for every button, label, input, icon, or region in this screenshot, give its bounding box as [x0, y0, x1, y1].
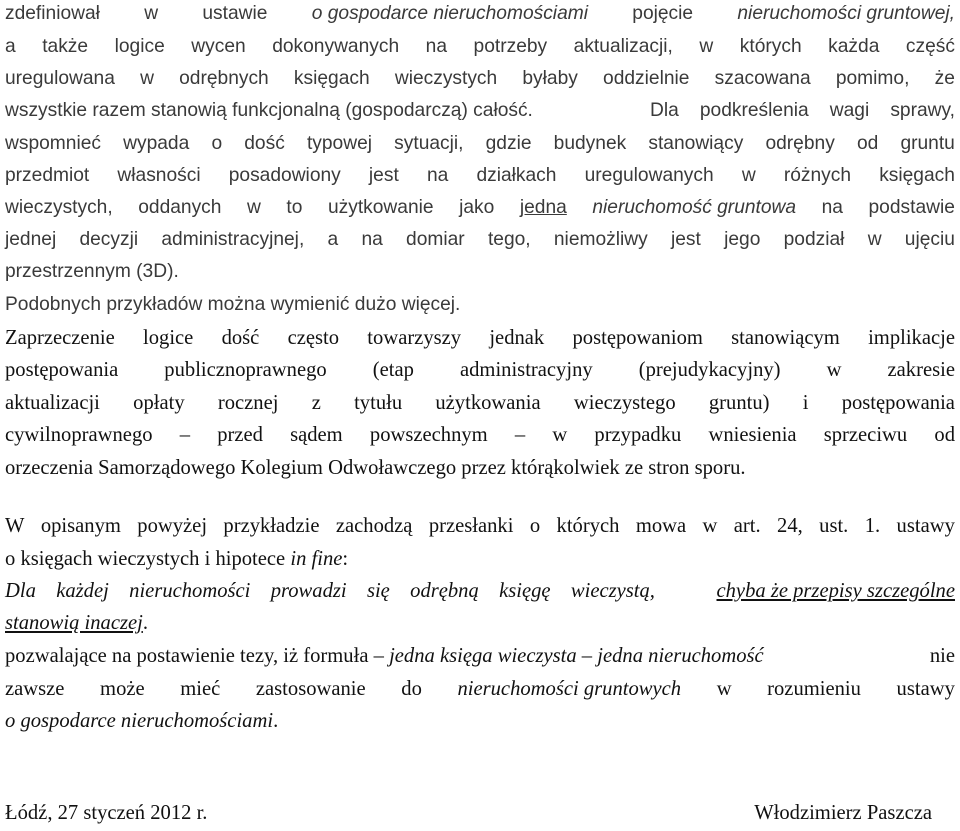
- word: wypada: [123, 133, 190, 154]
- word: o: [529, 515, 541, 537]
- word: powszechnym: [369, 424, 488, 446]
- text-line: [5, 425, 955, 446]
- word: W: [5, 515, 25, 537]
- word: o: [211, 133, 223, 154]
- word: postępowania: [841, 392, 955, 414]
- word: gruntu: [900, 133, 955, 154]
- word: stanowiący: [648, 133, 744, 154]
- word: w: [741, 165, 756, 186]
- word: to: [286, 197, 303, 218]
- word: administracyjny: [459, 359, 593, 381]
- word: stanowiącym: [731, 327, 840, 349]
- text-line: [5, 393, 955, 414]
- word: rocznej: [217, 392, 279, 414]
- word: podkreślenia: [699, 100, 809, 121]
- text-run: chyba że przepisy szczególne: [716, 580, 955, 602]
- word: jednej: [5, 229, 57, 250]
- word: na: [361, 229, 383, 250]
- word: a: [327, 229, 339, 250]
- word: opłaty: [133, 392, 185, 414]
- word: postępowaniom: [572, 327, 703, 349]
- word: których: [556, 515, 620, 537]
- text-line: [5, 549, 955, 570]
- word: w: [702, 515, 718, 537]
- word: wieczystych: [394, 68, 498, 89]
- text-line: [5, 679, 955, 700]
- word: tego,: [487, 229, 531, 250]
- text-line: [5, 230, 955, 249]
- word: w: [867, 229, 882, 250]
- place-date: Łódź, 27 styczeń 2012 r.: [5, 802, 208, 824]
- word: byłaby: [522, 68, 578, 89]
- word: budynek: [553, 133, 627, 154]
- text-line: przestrzennym (3D).: [5, 261, 179, 282]
- word: uregulowana: [5, 68, 115, 89]
- word: typowej: [306, 133, 373, 154]
- word: zastosowanie: [255, 678, 366, 700]
- text-line: [5, 360, 955, 381]
- word: jako: [459, 197, 495, 218]
- word: się: [366, 580, 390, 602]
- word: jest: [670, 229, 701, 250]
- word: sprawy,: [890, 100, 955, 121]
- word: każdej: [56, 580, 109, 602]
- text-run: [650, 101, 955, 120]
- author-signature: Włodzimierz Paszcza: [754, 802, 932, 824]
- word: podział: [783, 229, 845, 250]
- word: Dla: [650, 100, 679, 121]
- word: Dla: [5, 580, 36, 602]
- text-run: wszystkie razem stanowią funkcjonalną (gospodarczą) całość.: [5, 100, 533, 121]
- word: do: [401, 678, 422, 700]
- text-line: [5, 613, 955, 634]
- word: część: [905, 36, 955, 57]
- word: odrębną: [410, 580, 479, 602]
- word: księgę: [499, 580, 551, 602]
- text-run: nie: [924, 645, 955, 667]
- text-line: [5, 69, 955, 88]
- word: w: [552, 424, 568, 446]
- word: wieczystych,: [5, 197, 113, 218]
- word: pomimo,: [835, 68, 910, 89]
- text-line: orzeczenia Samorządowego Kolegium Odwoławczego przez którąkolwiek ze stron sporu.: [5, 457, 746, 479]
- text-line: [5, 516, 955, 537]
- word: podstawie: [868, 197, 955, 218]
- word: na: [425, 36, 448, 57]
- text-line: [5, 166, 955, 185]
- text-run: .: [142, 612, 149, 634]
- text-run: o gospodarce nieruchomościami: [5, 710, 274, 732]
- word: domiar: [406, 229, 465, 250]
- word: (prejudykacyjny): [638, 359, 781, 381]
- word: z: [311, 392, 321, 414]
- word: wycen: [191, 36, 246, 57]
- italic-term: nieruchomość gruntowa: [592, 197, 797, 218]
- text-line: [5, 328, 955, 349]
- word: oddanych: [138, 197, 222, 218]
- text-line: [5, 711, 955, 732]
- text-run: [5, 581, 655, 602]
- word: własności: [117, 165, 201, 186]
- word: 1.: [864, 515, 881, 537]
- word-underlined: jedna: [519, 197, 567, 218]
- word: zawsze: [5, 678, 65, 700]
- word: ustawy: [896, 678, 955, 700]
- word: implikacje: [868, 327, 955, 349]
- word: gdzie: [485, 133, 532, 154]
- text-line: [5, 581, 955, 602]
- word: ustawie: [202, 3, 268, 24]
- word: sądem: [290, 424, 343, 446]
- word: sytuacji,: [394, 133, 464, 154]
- word: w: [826, 359, 842, 381]
- word: jest: [368, 165, 399, 186]
- word: art.: [733, 515, 761, 537]
- word: jednak: [489, 327, 545, 349]
- word: w: [699, 36, 714, 57]
- word: zdefiniował: [5, 3, 100, 24]
- word: także: [42, 36, 89, 57]
- word: o gospodarce nieruchomościami: [311, 3, 588, 24]
- word: od: [856, 133, 879, 154]
- text-line: [5, 646, 955, 667]
- word: na: [426, 165, 449, 186]
- word: prowadzi: [270, 580, 347, 602]
- word: gruntu): [708, 392, 770, 414]
- word: mieć: [180, 678, 221, 700]
- word: cywilnoprawnego: [5, 424, 153, 446]
- text-run: jedna nieruchomość: [597, 645, 764, 667]
- word: decyzji: [79, 229, 139, 250]
- word: rozumieniu: [767, 678, 861, 700]
- word: zakresie: [887, 359, 955, 381]
- word: wagi: [829, 100, 870, 121]
- text-line: [5, 37, 955, 56]
- word: przykładzie: [223, 515, 320, 537]
- word: szacowana: [714, 68, 811, 89]
- text-run: o księgach wieczystych i hipotece: [5, 548, 291, 570]
- word: odrębnych: [179, 68, 269, 89]
- italic-term: nieruchomości gruntowych: [457, 678, 682, 700]
- word: mowa: [635, 515, 687, 537]
- word: tytułu: [354, 392, 403, 414]
- word: potrzeby: [473, 36, 548, 57]
- text-line: [5, 4, 955, 23]
- text-line: [5, 198, 955, 217]
- text-run: jedna księga wieczysta: [389, 645, 577, 667]
- word: nieruchomości gruntowej,: [737, 3, 955, 24]
- word: 24,: [777, 515, 803, 537]
- word: często: [287, 327, 340, 349]
- word: niemożliwy: [553, 229, 648, 250]
- word: w: [716, 678, 732, 700]
- word: administracyjnej,: [161, 229, 305, 250]
- word: przedmiot: [5, 165, 90, 186]
- word: oddzielnie: [603, 68, 690, 89]
- word: Zaprzeczenie: [5, 327, 115, 349]
- word: każda: [828, 36, 880, 57]
- word: których: [739, 36, 802, 57]
- word: że: [934, 68, 955, 89]
- word: ust.: [819, 515, 849, 537]
- word: działkach: [476, 165, 557, 186]
- word: dość: [244, 133, 285, 154]
- word: publicznoprawnego: [164, 359, 327, 381]
- word: wieczystą,: [570, 580, 655, 602]
- word: w: [247, 197, 261, 218]
- word: księgach: [879, 165, 955, 186]
- word: przypadku: [594, 424, 682, 446]
- word: a: [5, 36, 16, 57]
- word: sprzeciwu: [823, 424, 908, 446]
- word: dokonywanych: [272, 36, 400, 57]
- text-line: Podobnych przykładów można wymienić dużo więcej.: [5, 294, 461, 315]
- word: ustawy: [896, 515, 955, 537]
- word: różnych: [783, 165, 852, 186]
- word: jego: [724, 229, 761, 250]
- text-run: .: [273, 710, 279, 732]
- word: aktualizacji,: [573, 36, 673, 57]
- word: logice: [114, 36, 165, 57]
- word: uregulowanych: [584, 165, 714, 186]
- word: –: [179, 424, 191, 446]
- word: wieczystego: [573, 392, 676, 414]
- text-line: [5, 101, 955, 120]
- word: użytkowania: [435, 392, 541, 414]
- word: –: [514, 424, 526, 446]
- word: odrębny: [765, 133, 835, 154]
- word: użytkowanie: [327, 197, 434, 218]
- word: może: [100, 678, 145, 700]
- word: i: [802, 392, 809, 414]
- word: w: [144, 3, 159, 24]
- word: przed: [217, 424, 263, 446]
- text-line: [5, 134, 955, 153]
- text-run: –: [576, 645, 598, 667]
- word: od: [934, 424, 955, 446]
- word: przesłanki: [428, 515, 514, 537]
- text-run: pozwalające na postawienie tezy, iż formuła –: [5, 645, 390, 667]
- word: posadowiony: [228, 165, 341, 186]
- text-run: :: [342, 548, 349, 570]
- word: nieruchomości: [129, 580, 251, 602]
- word: w: [140, 68, 154, 89]
- word: powyżej: [137, 515, 208, 537]
- word: opisanym: [40, 515, 121, 537]
- word: na: [821, 197, 843, 218]
- word: logice: [143, 327, 194, 349]
- word: postępowania: [5, 359, 119, 381]
- text-run: stanowią inaczej: [5, 612, 143, 634]
- word: księgach: [293, 68, 370, 89]
- word: pojęcie: [632, 3, 694, 24]
- word: aktualizacji: [5, 392, 100, 414]
- word: wspomnieć: [5, 133, 101, 154]
- word: ujęciu: [904, 229, 955, 250]
- word: towarzyszy: [367, 327, 462, 349]
- word: (etap: [372, 359, 414, 381]
- word: zachodzą: [335, 515, 413, 537]
- text-run: in fine: [290, 548, 343, 570]
- word: wniesienia: [708, 424, 797, 446]
- word: dość: [221, 327, 260, 349]
